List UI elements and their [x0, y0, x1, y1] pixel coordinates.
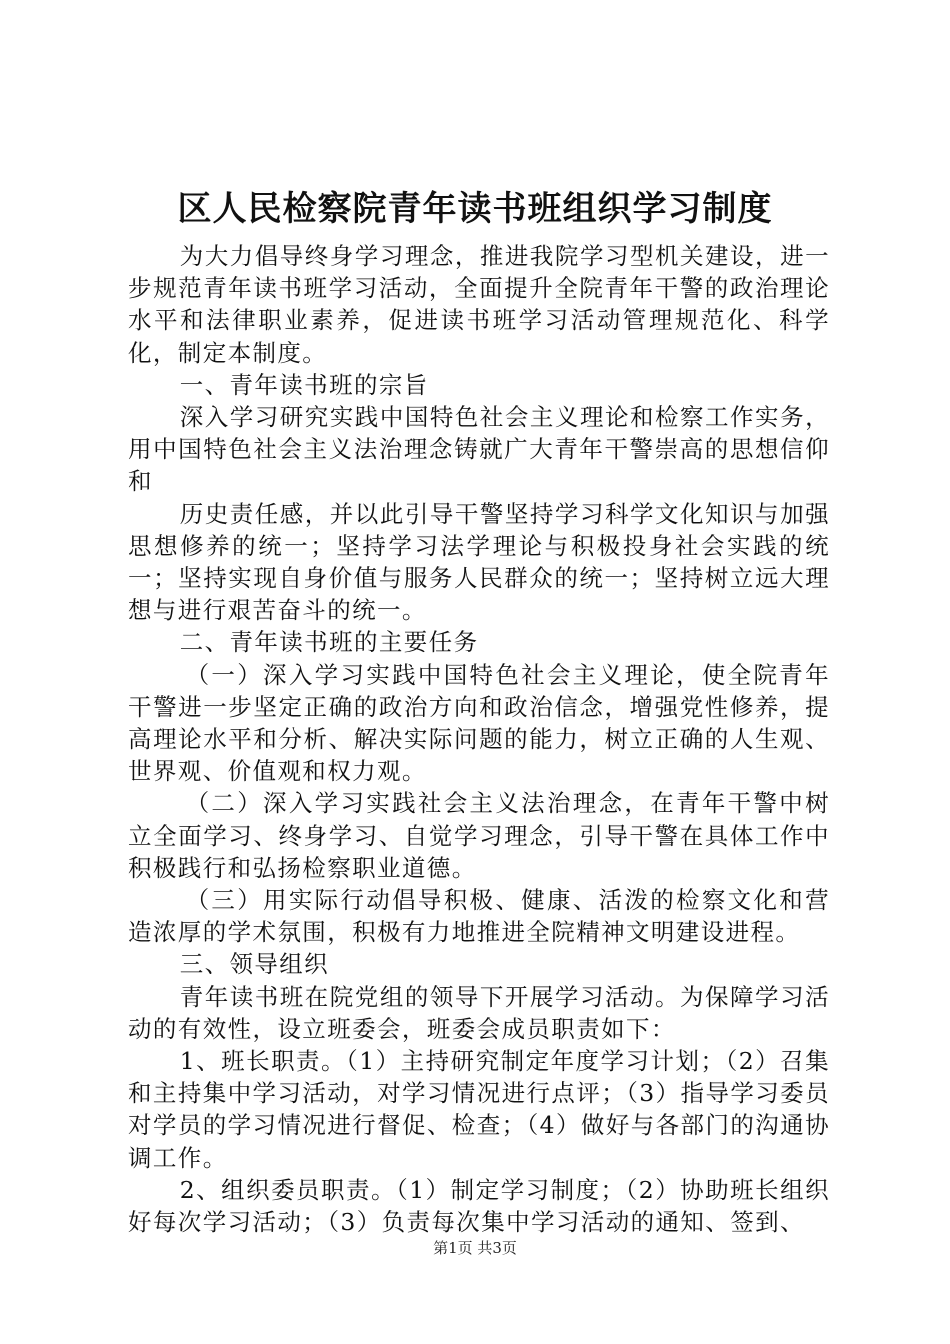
task-item-2: （二）深入学习实践社会主义法治理念，在青年干警中树立全面学习、终身学习、自觉学习理念，引导干警在具体工作中积极践行和弘扬检察职业道德。	[128, 789, 830, 882]
document-title: 区人民检察院青年读书班组织学习制度	[177, 189, 773, 229]
duty-organizer: 2、组织委员职责。（1）制定学习制度；（2）协助班长组织好每次学习活动；（3）负责每次集中学习活动的通知、签到、	[128, 1175, 830, 1237]
page-number-footer: 第1页 共3页	[433, 1239, 517, 1257]
task-item-3: （三）用实际行动倡导积极、健康、活泼的检察文化和营造浓厚的学术氛围，积极有力地推进全院精神文明建设进程。	[128, 886, 830, 947]
duty-monitor: 1、班长职责。（1）主持研究制定年度学习计划；（2）召集和主持集中学习活动，对学习情况进行点评；（3）指导学习委员对学员的学习情况进行督促、检查；（4）做好与各部门的沟通协调工作。	[128, 1047, 830, 1172]
document-body	[128, 240, 830, 1238]
section-heading-2: 二、青年读书班的主要任务	[179, 628, 479, 657]
paragraph-intro: 为大力倡导终身学习理念，推进我院学习型机关建设，进一步规范青年读书班学习活动，全面提升全院青年干警的政治理论水平和法律职业素养，促进读书班学习活动管理规范化、科学化，制定本制度。	[128, 242, 830, 367]
section-heading-3: 三、领导组织	[179, 950, 330, 979]
section-heading-1: 一、青年读书班的宗旨	[179, 370, 429, 399]
task-item-1: （一）深入学习实践中国特色社会主义理论，使全院青年干警进一步坚定正确的政治方向和政治信念，增强党性修养，提高理论水平和分析、解决实际问题的能力，树立正确的人生观、世界观、价值观和权力观。	[128, 660, 830, 786]
paragraph-purpose: 深入学习研究实践中国特色社会主义理论和检察工作实务，用中国特色社会主义法治理念铸就广大青年干警崇高的思想信仰和	[128, 403, 830, 496]
paragraph-leadership: 青年读书班在院党组的领导下开展学习活动。为保障学习活动的有效性，设立班委会，班委会成员职责如下：	[128, 982, 830, 1043]
paragraph-purpose-continued: 历史责任感，并以此引导干警坚持学习科学文化知识与加强思想修养的统一；坚持学习法学理论与积极投身社会实践的统一；坚持实现自身价值与服务人民群众的统一；坚持树立远大理想与进行艰苦奋斗的统一。	[128, 499, 830, 625]
